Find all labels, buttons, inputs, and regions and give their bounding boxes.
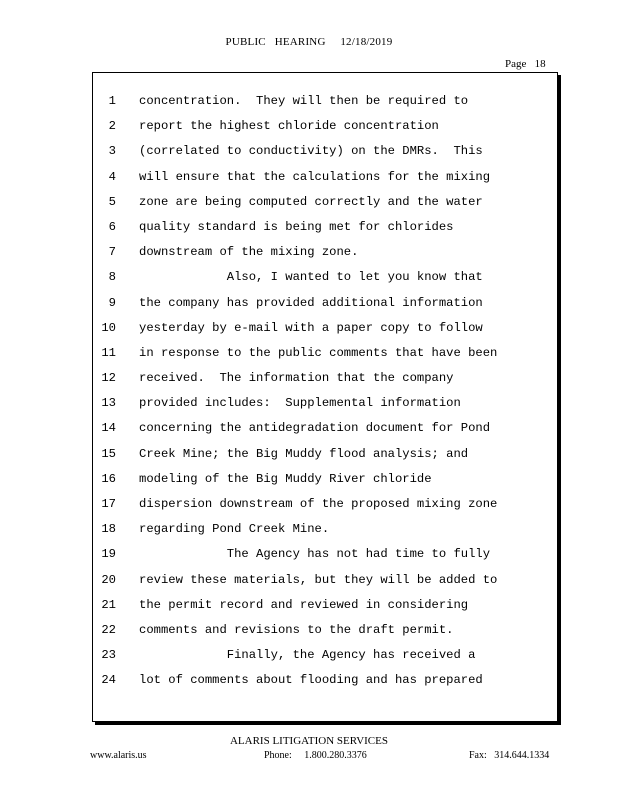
fax-label: Fax: — [469, 750, 487, 761]
line-number: 24 — [101, 673, 116, 688]
line-number: 7 — [108, 245, 116, 260]
transcript-line — [92, 346, 562, 371]
transcript-line — [92, 447, 562, 472]
line-number: 22 — [101, 622, 116, 637]
line-number: 1 — [108, 94, 116, 108]
line-number: 14 — [101, 421, 116, 436]
line-text: will ensure that the calculations for the mixing — [139, 169, 491, 184]
transcript-line — [92, 170, 562, 195]
transcript-line — [92, 472, 562, 497]
footer-fax — [469, 750, 549, 761]
transcript-line — [92, 296, 562, 321]
phone-label: Phone: — [264, 750, 292, 761]
transcript-line — [92, 220, 562, 245]
transcript-line — [92, 245, 562, 270]
line-text: The Agency has not had time to fully — [139, 547, 491, 562]
line-number: 11 — [101, 345, 116, 360]
line-number: 9 — [108, 295, 116, 310]
line-text: downstream of the mixing zone. — [139, 245, 359, 260]
line-text: review these materials, but they will be added to — [139, 572, 498, 587]
line-text: concentration. They will then be required to — [139, 94, 469, 108]
page-word: Page — [505, 58, 527, 70]
line-number: 8 — [108, 270, 116, 285]
transcript-line — [92, 371, 562, 396]
hearing-title-date: PUBLIC HEARING 12/18/2019 — [225, 36, 393, 48]
line-text: provided includes: Supplemental information — [139, 396, 461, 411]
line-number: 15 — [101, 446, 116, 461]
line-text: modeling of the Big Muddy River chloride — [139, 471, 432, 486]
transcript-line — [92, 321, 562, 346]
transcript-line — [92, 547, 562, 572]
page-number: 18 — [534, 58, 546, 70]
transcript-line — [92, 648, 562, 673]
line-number: 2 — [108, 119, 116, 134]
line-text: Finally, the Agency has received a — [139, 648, 476, 663]
line-text: report the highest chloride concentration — [139, 119, 439, 134]
line-text: Creek Mine; the Big Muddy flood analysis; and — [139, 446, 469, 461]
line-number: 18 — [101, 522, 116, 537]
line-number: 3 — [108, 144, 116, 159]
line-text: regarding Pond Creek Mine. — [139, 522, 330, 537]
line-text: received. The information that the company — [139, 371, 454, 386]
footer-website: www.alaris.us — [90, 750, 147, 761]
line-text: zone are being computed correctly and the water — [139, 194, 483, 209]
transcript-line — [92, 598, 562, 623]
line-number: 4 — [108, 169, 116, 184]
line-text: the company has provided additional information — [139, 295, 483, 310]
line-text: dispersion downstream of the proposed mixing zone — [139, 497, 498, 511]
transcript-line — [92, 144, 562, 169]
line-number: 16 — [101, 471, 116, 486]
line-text: Also, I wanted to let you know that — [139, 270, 483, 285]
line-text: comments and revisions to the draft permit. — [139, 622, 454, 637]
footer-company: ALARIS LITIGATION SERVICES — [229, 735, 388, 747]
line-text: quality standard is being met for chlorides — [139, 219, 454, 234]
line-number: 20 — [101, 572, 116, 587]
line-text: in response to the public comments that have been — [139, 345, 498, 360]
line-number: 19 — [101, 547, 116, 562]
footer-phone — [264, 750, 367, 761]
line-text: (correlated to conductivity) on the DMRs. This — [139, 144, 483, 159]
transcript-line — [92, 497, 562, 522]
transcript-line — [92, 396, 562, 421]
transcript-line — [92, 673, 562, 698]
header-title — [0, 36, 618, 48]
line-text: the permit record and reviewed in considering — [139, 597, 469, 612]
transcript-line — [92, 421, 562, 446]
page-number-label — [505, 58, 546, 70]
fax-number: 314.644.1334 — [494, 750, 550, 761]
transcript-line — [92, 94, 562, 119]
transcript-line — [92, 195, 562, 220]
line-number: 10 — [101, 320, 116, 335]
line-number: 23 — [101, 648, 116, 663]
phone-number: 1.800.280.3376 — [304, 750, 367, 761]
line-number: 5 — [108, 194, 116, 209]
line-number: 17 — [101, 497, 116, 511]
line-text: yesterday by e-mail with a paper copy to follow — [139, 320, 483, 335]
transcript-line — [92, 522, 562, 547]
line-number: 6 — [108, 219, 116, 234]
line-number: 13 — [101, 396, 116, 411]
line-text: lot of comments about flooding and has prepared — [139, 673, 483, 688]
transcript-line — [92, 119, 562, 144]
transcript-line — [92, 270, 562, 295]
line-text: concerning the antidegradation document for Pond — [139, 421, 491, 436]
transcript-line — [92, 573, 562, 598]
line-number: 21 — [101, 597, 116, 612]
line-number: 12 — [101, 371, 116, 386]
transcript-line — [92, 623, 562, 648]
transcript-lines — [92, 94, 562, 699]
